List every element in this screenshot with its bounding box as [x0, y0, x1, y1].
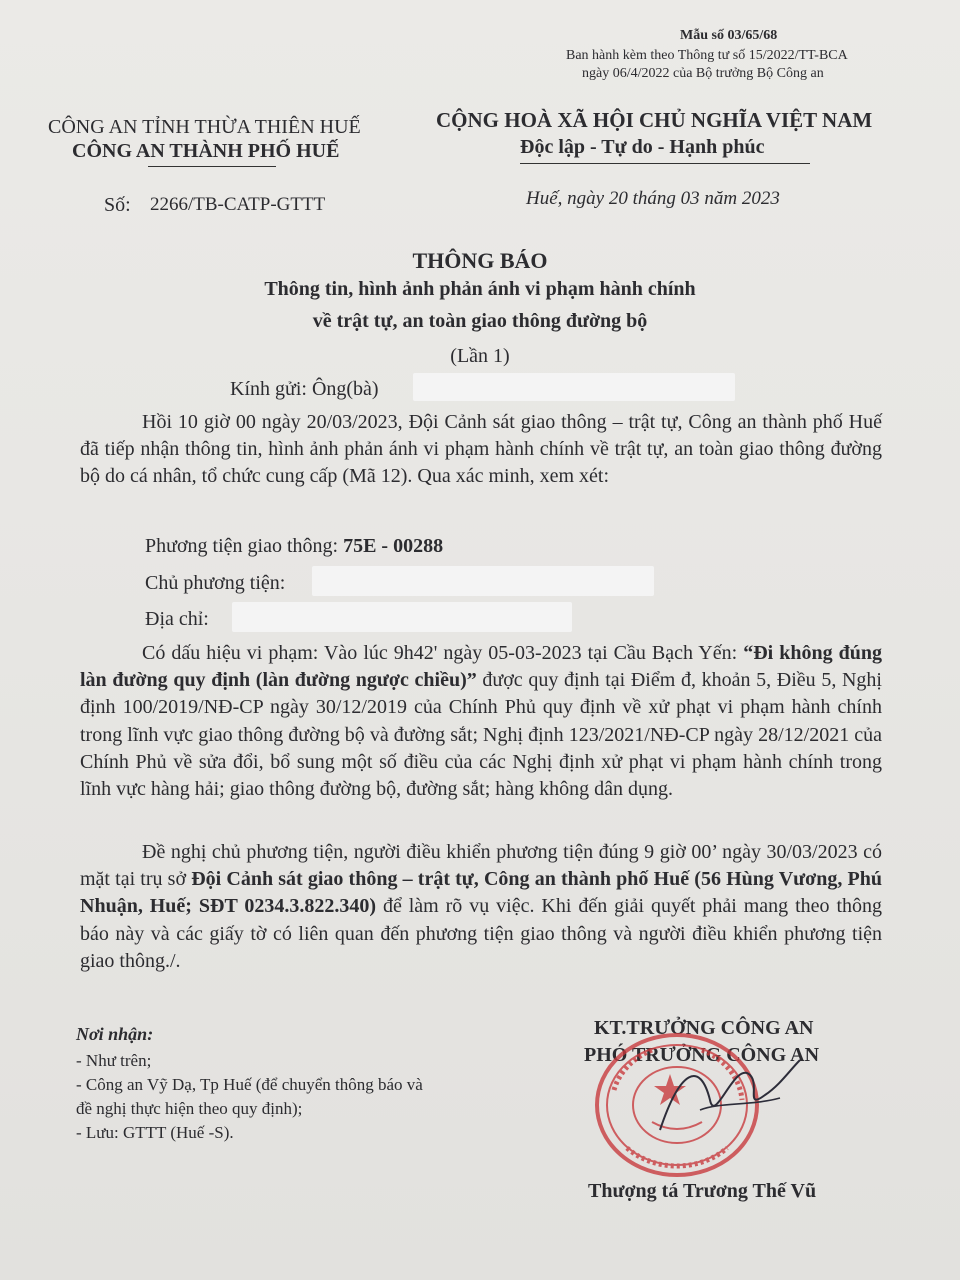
violation-paragraph — [80, 640, 882, 803]
violation-description: “Đi không đúng làn đường quy định (làn đường ngược chiều)” — [80, 642, 882, 692]
document-title: THÔNG BÁO — [412, 248, 548, 273]
request-paragraph — [80, 839, 882, 975]
violation-intro: Có dấu hiệu vi phạm: Vào lúc 9h42' ngày 05-03-2023 tại Cầu Bạch Yến: — [142, 642, 744, 664]
document-subtitle-1: Thông tin, hình ảnh phản ánh vi phạm hành chính — [264, 278, 696, 300]
request-intro: Đề nghị chủ phương tiện, người điều khiển phương tiện đúng 9 giờ 00’ ngày 30/03/2023 có mặt tại trụ sở — [80, 841, 882, 891]
request-location: Đội Cảnh sát giao thông – trật tự, Công an thành phố Huế (56 Hùng Vương, Phú Nhuận, Huế; SĐT 0234.3.822.340) — [80, 868, 883, 918]
agency-underline — [148, 166, 276, 167]
document-subtitle-2: về trật tự, an toàn giao thông đường bộ — [312, 310, 648, 332]
recipient-label: Kính gửi: Ông(bà) — [230, 378, 379, 400]
national-title: CỘNG HOÀ XÃ HỘI CHỦ NGHĨA VIỆT NAM — [436, 108, 873, 132]
signature-icon — [640, 1040, 810, 1150]
redacted-owner-name — [312, 566, 654, 596]
address-label: Địa chỉ: — [145, 608, 209, 630]
recipients-line-1: - Như trên; — [76, 1051, 152, 1070]
form-issued-date: ngày 06/4/2022 của Bộ trưởng Bộ Công an — [582, 66, 824, 81]
form-number: Mẫu số 03/65/68 — [680, 28, 778, 43]
recipients-line-3: đề nghị thực hiện theo quy định); — [76, 1099, 303, 1118]
recipients-line-4: - Lưu: GTTT (Huế -S). — [76, 1123, 234, 1142]
intro-paragraph — [80, 409, 882, 491]
vehicle-row — [145, 535, 443, 558]
violation-legal-basis: được quy định tại Điểm đ, khoản 5, Điều 5, Nghị định 100/2019/NĐ-CP ngày 30/12/2019 của Chính Phủ quy định về xử phạt vi phạm hành chính trong lĩnh vực giao thông đường bộ và đường sắt; Nghị định 123/2021/NĐ-CP ngày 28/12/2021 của Chính Phủ về sửa đổi, bổ sung một số điều của các Nghị định xử phạt vi phạm hành chính trong lĩnh vực hàng hải; giao thông đường bộ, đường sắt; hàng không dân dụng. — [80, 669, 882, 801]
agency-parent: CÔNG AN TỈNH THỪA THIÊN HUẾ — [48, 116, 361, 138]
owner-label: Chủ phương tiện: — [145, 572, 286, 594]
recipients-line-2: - Công an Vỹ Dạ, Tp Huế (để chuyển thông báo và — [76, 1075, 423, 1094]
signer-name: Thượng tá Trương Thế Vũ — [588, 1180, 817, 1202]
notice-count: (Lần 1) — [450, 345, 510, 367]
vehicle-plate: 75E - 00288 — [343, 535, 444, 557]
national-motto: Độc lập - Tự do - Hạnh phúc — [520, 136, 765, 158]
document-number-label: Số: — [104, 194, 131, 216]
form-issued-by: Ban hành kèm theo Thông tư số 15/2022/TT-BCA — [566, 48, 848, 63]
signature-title-2: PHÓ TRƯỞNG CÔNG AN — [584, 1044, 820, 1066]
vehicle-label: Phương tiện giao thông: — [145, 535, 339, 557]
signature-title-1: KT.TRƯỞNG CÔNG AN — [594, 1017, 814, 1039]
motto-underline — [520, 163, 810, 164]
agency-name: CÔNG AN THÀNH PHỐ HUẾ — [72, 140, 340, 162]
recipients-title: Nơi nhận: — [76, 1024, 154, 1044]
intro-text: Hồi 10 giờ 00 ngày 20/03/2023, Đội Cảnh sát giao thông – trật tự, Công an thành phố Huế đã tiếp nhận thông tin, hình ảnh phản ánh vi phạm hành chính về trật tự, an toàn giao thông đường bộ do cá nhân, tổ chức cung cấp (Mã 12). Qua xác minh, xem xét: — [80, 411, 882, 488]
document-number: 2266/TB-CATP-GTTT — [150, 194, 326, 215]
redacted-address — [232, 602, 572, 632]
place-date: Huế, ngày 20 tháng 03 năm 2023 — [526, 188, 780, 209]
redacted-recipient-name — [413, 373, 735, 401]
request-details: để làm rõ vụ việc. Khi đến giải quyết phải mang theo thông báo này và các giấy tờ có liên quan đến phương tiện giao thông và người điều khiển phương tiện giao thông./. — [80, 895, 883, 972]
